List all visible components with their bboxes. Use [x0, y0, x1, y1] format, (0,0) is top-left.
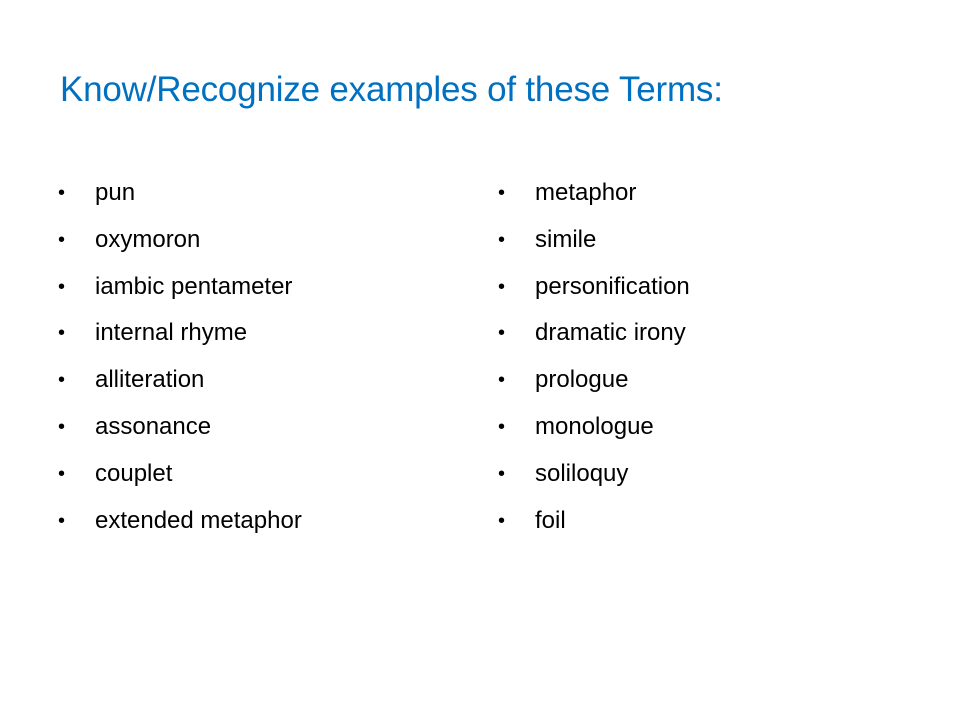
term-item [498, 357, 898, 404]
term-item [58, 451, 458, 498]
term-label: dramatic irony [535, 319, 686, 347]
term-label: prologue [535, 366, 629, 394]
term-item [58, 170, 458, 217]
term-label: foil [535, 506, 566, 534]
bullet-icon: • [58, 369, 66, 392]
term-item [58, 404, 458, 451]
bullet-icon: • [58, 509, 66, 532]
term-item [58, 498, 458, 545]
term-item [58, 217, 458, 264]
bullet-icon: • [58, 415, 66, 438]
term-label: pun [95, 179, 136, 206]
term-label: simile [535, 225, 597, 253]
bullet-icon: • [58, 322, 66, 345]
term-label: personification [535, 272, 690, 300]
bullet-icon: • [498, 415, 506, 438]
bullet-icon: • [58, 462, 66, 485]
terms-column-right [498, 170, 898, 544]
term-label: assonance [95, 412, 212, 440]
bullet-icon: • [498, 369, 506, 392]
bullet-icon: • [498, 228, 506, 251]
bullet-icon: • [498, 509, 506, 532]
term-label: oxymoron [95, 225, 201, 253]
term-item [58, 264, 458, 311]
term-label: metaphor [535, 179, 637, 206]
term-item [498, 498, 898, 545]
term-label: monologue [535, 412, 654, 440]
term-label: internal rhyme [95, 319, 248, 347]
bullet-icon: • [498, 462, 506, 485]
term-label: soliloquy [535, 459, 629, 487]
term-item [58, 310, 458, 357]
term-label: iambic pentameter [95, 272, 293, 300]
term-item [498, 404, 898, 451]
term-label: alliteration [95, 366, 205, 394]
term-item [498, 170, 898, 217]
bullet-icon: • [498, 322, 506, 345]
bullet-icon: • [58, 228, 66, 251]
term-item [498, 310, 898, 357]
bullet-icon: • [58, 275, 66, 298]
bullet-icon: • [58, 182, 66, 204]
slide-title: Know/Recognize examples of these Terms: [60, 70, 723, 109]
term-item [498, 451, 898, 498]
terms-column-left [58, 170, 458, 544]
bullet-icon: • [498, 182, 506, 204]
term-label: extended metaphor [95, 506, 302, 534]
bullet-icon: • [498, 275, 506, 298]
term-item [498, 217, 898, 264]
term-item [58, 357, 458, 404]
term-item [498, 264, 898, 311]
term-label: couplet [95, 459, 173, 487]
